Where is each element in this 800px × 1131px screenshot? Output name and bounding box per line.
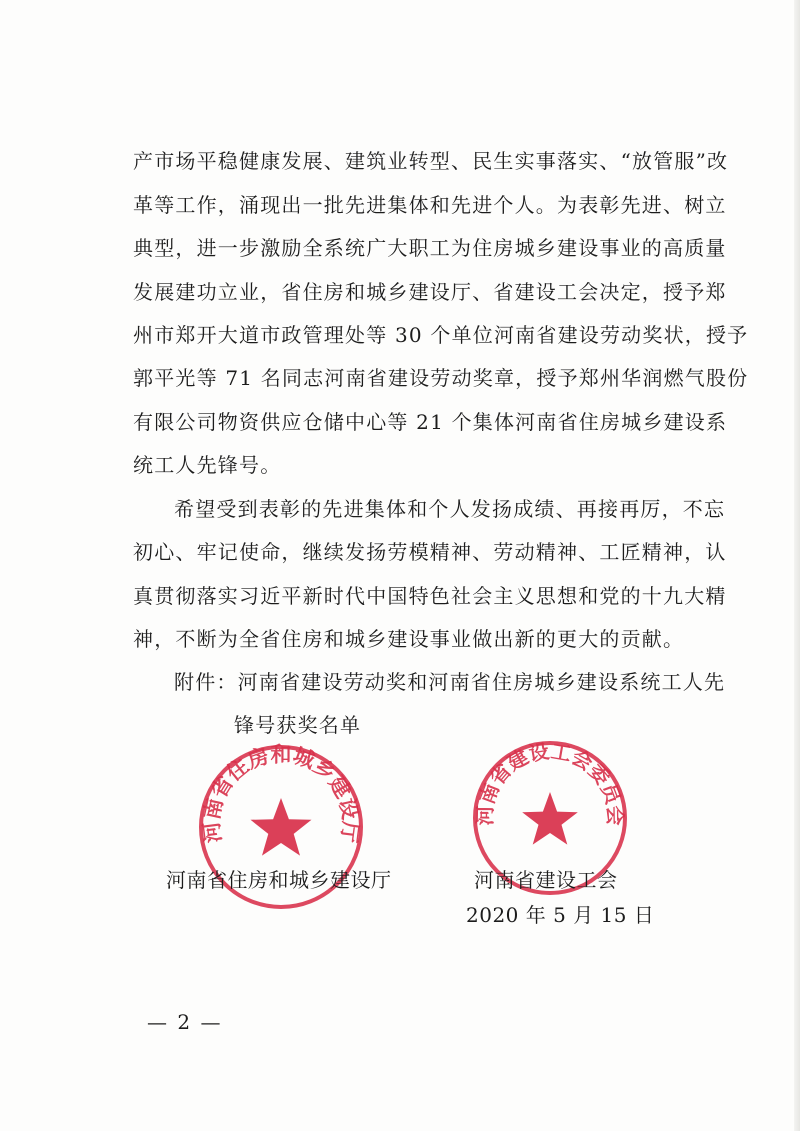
body-line: 州市郑开大道市政管理处等 30 个单位河南省建设劳动奖状，授予 <box>133 323 749 347</box>
body-line: 真贯彻落实习近平新时代中国特色社会主义思想和党的十九大精 <box>133 584 727 608</box>
scan-edge <box>794 0 800 1131</box>
svg-text:河南省建设工会委员会: 河南省建设工会委员会 <box>472 738 628 826</box>
signature-left: 河南省住房和城乡建设厅 <box>166 868 392 892</box>
body-line: 典型，进一步激励全系统广大职工为住房城乡建设事业的高质量 <box>133 236 727 260</box>
attachment-line: 附件：河南省建设劳动奖和河南省住房城乡建设系统工人先 <box>174 670 726 694</box>
signature-date: 2020 年 5 月 15 日 <box>466 903 655 927</box>
svg-text:河南省住房和城乡建设厅: 河南省住房和城乡建设厅 <box>199 742 363 845</box>
body-line: 产市场平稳健康发展、建筑业转型、民生实事落实、“放管服”改 <box>133 149 729 173</box>
body-line: 希望受到表彰的先进集体和个人发扬成绩、再接再厉，不忘 <box>174 497 726 521</box>
body-line: 神，不断为全省住房和城乡建设事业做出新的更大的贡献。 <box>133 627 685 651</box>
body-line: 革等工作，涌现出一批先进集体和先进个人。为表彰先进、树立 <box>133 193 727 217</box>
page-number: — 2 — <box>147 1010 223 1034</box>
body-line: 郭平光等 71 名同志河南省建设劳动奖章，授予郑州华润燃气股份 <box>133 366 749 390</box>
signature-right: 河南省建设工会 <box>474 868 618 892</box>
body-line: 初心、牢记使命，继续发扬劳模精神、劳动精神、工匠精神，认 <box>133 540 727 564</box>
body-line: 统工人先锋号。 <box>133 453 282 477</box>
body-line: 有限公司物资供应仓储中心等 21 个集体河南省住房城乡建设系 <box>133 410 728 434</box>
attachment-line: 锋号获奖名单 <box>234 713 362 737</box>
body-line: 发展建功立业，省住房和城乡建设厅、省建设工会决定，授予郑 <box>133 280 727 304</box>
